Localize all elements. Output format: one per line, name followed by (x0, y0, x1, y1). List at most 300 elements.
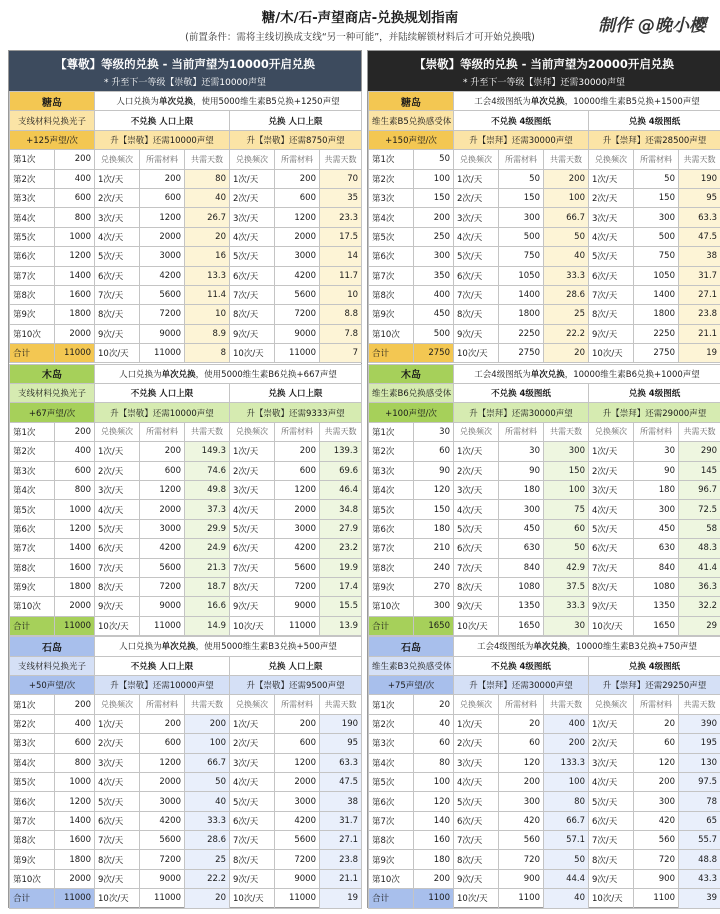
exchange-index: 第5次 (369, 227, 414, 246)
days-needed: 95 (679, 188, 720, 207)
frequency: 5次/天 (454, 792, 499, 811)
material-per-exchange: 150 (414, 188, 454, 207)
total-material: 2250 (634, 324, 679, 343)
total-material: 2000 (275, 772, 320, 791)
frequency: 4次/天 (589, 772, 634, 791)
headline-emphasis: 单次兑换 (161, 369, 196, 380)
column-heading: 共需天数 (544, 695, 589, 714)
column-heading: 兑换频次 (589, 150, 634, 169)
total-material: 1400 (499, 285, 544, 304)
option-goal-row (369, 130, 720, 149)
headline-emphasis: 单次兑换 (533, 642, 568, 653)
days-needed: 29.9 (185, 519, 230, 538)
material-per-exchange: 1800 (55, 305, 95, 324)
material-per-exchange: 200 (55, 150, 95, 169)
material-per-exchange: 600 (55, 461, 95, 480)
material-per-exchange: 40 (414, 714, 454, 733)
reputation-per-exchange: +75声望/次 (369, 675, 454, 694)
total-material: 11000 (140, 616, 185, 635)
exchange-index: 合计 (10, 344, 55, 363)
total-material: 11000 (140, 344, 185, 363)
total-material: 11000 (275, 344, 320, 363)
material-per-exchange: 600 (55, 734, 95, 753)
frequency: 6次/天 (589, 539, 634, 558)
frequency: 6次/天 (230, 266, 275, 285)
exchange-table (368, 91, 720, 363)
material-per-exchange: 90 (414, 461, 454, 480)
total-material: 750 (634, 247, 679, 266)
exchange-index: 第6次 (10, 247, 55, 266)
option-b-title: 兑换 人口上限 (230, 383, 362, 402)
total-material: 3000 (140, 792, 185, 811)
total-material: 7200 (275, 850, 320, 869)
days-needed: 40 (544, 247, 589, 266)
frequency: 1次/天 (95, 714, 140, 733)
exchange-index: 第7次 (10, 811, 55, 830)
section-headline (454, 364, 720, 383)
frequency: 9次/天 (230, 597, 275, 616)
total-material: 200 (499, 772, 544, 791)
total-material: 3000 (140, 519, 185, 538)
days-needed: 14.9 (185, 616, 230, 635)
table-row (10, 753, 362, 772)
total-material: 11000 (275, 889, 320, 908)
total-material: 2750 (499, 344, 544, 363)
exchange-index: 第8次 (369, 558, 414, 577)
material-per-exchange: 60 (414, 734, 454, 753)
total-material: 20 (634, 714, 679, 733)
total-row (369, 616, 720, 635)
table-row (10, 577, 362, 596)
headline-emphasis: 单次兑换 (530, 97, 565, 108)
frequency: 2次/天 (589, 734, 634, 753)
material-per-exchange: 2750 (414, 344, 454, 363)
frequency: 4次/天 (95, 500, 140, 519)
total-row (369, 344, 720, 363)
material-per-exchange: 200 (55, 422, 95, 441)
total-material: 9000 (275, 324, 320, 343)
frequency: 10次/天 (454, 344, 499, 363)
days-needed: 190 (679, 169, 720, 188)
table-row (369, 772, 720, 791)
total-material: 9000 (140, 597, 185, 616)
frequency: 10次/天 (454, 889, 499, 908)
frequency: 1次/天 (589, 442, 634, 461)
days-needed: 41.4 (679, 558, 720, 577)
table-row (10, 461, 362, 480)
total-material: 50 (499, 169, 544, 188)
total-material: 2250 (499, 324, 544, 343)
total-material: 600 (140, 734, 185, 753)
column-revered (367, 50, 720, 908)
frequency: 7次/天 (230, 285, 275, 304)
total-material: 3000 (275, 792, 320, 811)
total-material: 9000 (275, 597, 320, 616)
frequency: 8次/天 (230, 305, 275, 324)
section-headline (454, 637, 720, 656)
column-heading: 兑换频次 (230, 695, 275, 714)
exchange-index: 第4次 (10, 480, 55, 499)
frequency: 3次/天 (95, 753, 140, 772)
frequency: 2次/天 (95, 734, 140, 753)
column-header-note: * 升至下一等级【崇拜】还需30000声望 (463, 78, 625, 88)
option-b-title: 兑换 4级图纸 (589, 656, 720, 675)
column-heading: 兑换频次 (589, 695, 634, 714)
exchange-index: 第4次 (10, 208, 55, 227)
days-needed: 32.2 (679, 597, 720, 616)
total-material: 5600 (275, 831, 320, 850)
column-heading: 所需材料 (499, 695, 544, 714)
frequency: 3次/天 (589, 208, 634, 227)
option-goal-row (10, 130, 362, 149)
frequency: 6次/天 (589, 266, 634, 285)
total-material: 500 (634, 227, 679, 246)
exchange-index: 第10次 (369, 597, 414, 616)
table-row (369, 714, 720, 733)
table-row (369, 480, 720, 499)
frequency: 2次/天 (589, 188, 634, 207)
frequency: 6次/天 (454, 539, 499, 558)
total-material: 840 (634, 558, 679, 577)
section-title-row (10, 92, 362, 111)
frequency: 8次/天 (589, 577, 634, 596)
exchange-table (9, 636, 362, 908)
days-needed: 27.1 (679, 285, 720, 304)
option-a-goal: 升【崇敬】还需10000声望 (95, 675, 230, 694)
option-b-title: 兑换 4级图纸 (589, 111, 720, 130)
frequency: 7次/天 (95, 285, 140, 304)
days-needed: 50 (544, 227, 589, 246)
exchange-index: 第2次 (369, 169, 414, 188)
total-material: 9000 (140, 324, 185, 343)
days-needed: 27.9 (320, 519, 362, 538)
frequency: 2次/天 (589, 461, 634, 480)
frequency: 9次/天 (589, 869, 634, 888)
days-needed: 15.5 (320, 597, 362, 616)
exchange-index: 第5次 (10, 500, 55, 519)
days-needed: 23.3 (320, 208, 362, 227)
material-per-exchange: 160 (414, 831, 454, 850)
days-needed: 33.3 (544, 266, 589, 285)
frequency: 1次/天 (230, 442, 275, 461)
days-needed: 36.3 (679, 577, 720, 596)
column-heading: 共需天数 (320, 695, 362, 714)
island-name: 糖岛 (10, 92, 95, 111)
total-material: 2000 (140, 500, 185, 519)
days-needed: 390 (679, 714, 720, 733)
column-heading: 共需天数 (544, 150, 589, 169)
total-row (369, 889, 720, 908)
exchange-index: 第2次 (369, 442, 414, 461)
total-material: 120 (499, 753, 544, 772)
exchange-index: 合计 (10, 889, 55, 908)
total-material: 30 (634, 442, 679, 461)
days-needed: 34.8 (320, 500, 362, 519)
headline-post: ，使用5000维生素B5兑换+1250声望 (192, 97, 340, 108)
table-row (10, 305, 362, 324)
column-heading: 兑换频次 (454, 150, 499, 169)
frequency: 9次/天 (230, 869, 275, 888)
frequency: 9次/天 (589, 597, 634, 616)
total-material: 720 (634, 850, 679, 869)
material-per-exchange: 20 (414, 695, 454, 714)
headline-pre: 工会4级图纸为 (474, 97, 531, 108)
exchange-index: 第8次 (369, 285, 414, 304)
material-per-exchange: 800 (55, 480, 95, 499)
total-material: 200 (140, 714, 185, 733)
total-material: 1200 (275, 208, 320, 227)
total-material: 7200 (140, 305, 185, 324)
table-row (10, 247, 362, 266)
reputation-per-exchange: +67声望/次 (10, 403, 95, 422)
days-needed: 11.7 (320, 266, 362, 285)
frequency: 7次/天 (95, 558, 140, 577)
frequency: 4次/天 (454, 227, 499, 246)
total-material: 4200 (275, 539, 320, 558)
frequency: 1次/天 (95, 169, 140, 188)
days-needed: 50 (544, 850, 589, 869)
exchange-index: 第8次 (10, 558, 55, 577)
headline-post: ，10000维生素B3兑换+750声望 (567, 642, 698, 653)
column-heading: 所需材料 (634, 422, 679, 441)
frequency: 9次/天 (454, 324, 499, 343)
frequency: 2次/天 (230, 188, 275, 207)
total-material: 4200 (275, 811, 320, 830)
island-name: 石岛 (10, 637, 95, 656)
total-material: 7200 (275, 577, 320, 596)
material-per-exchange: 11000 (55, 344, 95, 363)
days-needed: 40 (544, 889, 589, 908)
total-material: 60 (499, 734, 544, 753)
frequency: 4次/天 (454, 500, 499, 519)
days-needed: 58 (679, 519, 720, 538)
frequency: 3次/天 (454, 480, 499, 499)
total-material: 200 (275, 169, 320, 188)
island-name: 木岛 (10, 364, 95, 383)
days-needed: 19.9 (320, 558, 362, 577)
material-per-exchange: 1600 (55, 831, 95, 850)
material-per-exchange: 300 (414, 247, 454, 266)
frequency: 7次/天 (589, 831, 634, 850)
days-needed: 8.9 (185, 324, 230, 343)
total-material: 900 (634, 869, 679, 888)
total-material: 7200 (275, 305, 320, 324)
material-per-exchange: 270 (414, 577, 454, 596)
frequency: 8次/天 (230, 577, 275, 596)
total-material: 2000 (275, 227, 320, 246)
section-headline (95, 637, 362, 656)
material-per-exchange: 1100 (414, 889, 454, 908)
days-needed: 17.5 (320, 227, 362, 246)
headline-pre: 人口兑换为 (119, 369, 162, 380)
days-needed: 74.6 (185, 461, 230, 480)
column-heading: 兑换频次 (454, 695, 499, 714)
total-material: 2000 (140, 772, 185, 791)
exchange-index: 第7次 (10, 266, 55, 285)
days-needed: 200 (544, 169, 589, 188)
frequency: 6次/天 (95, 266, 140, 285)
table-row (369, 247, 720, 266)
frequency: 7次/天 (95, 831, 140, 850)
frequency: 3次/天 (95, 480, 140, 499)
days-needed: 149.3 (185, 442, 230, 461)
table-row (369, 305, 720, 324)
total-material: 1200 (275, 480, 320, 499)
total-material: 750 (499, 247, 544, 266)
days-needed: 139.3 (320, 442, 362, 461)
material-per-exchange: 150 (414, 500, 454, 519)
material-per-exchange: 450 (414, 305, 454, 324)
days-needed: 100 (544, 480, 589, 499)
total-material: 7200 (140, 850, 185, 869)
frequency: 5次/天 (230, 792, 275, 811)
material-per-exchange: 1600 (55, 285, 95, 304)
headline-post: ，使用5000维生素B6兑换+667声望 (195, 369, 337, 380)
material-per-exchange: 60 (414, 442, 454, 461)
table-row (10, 519, 362, 538)
days-needed: 37.5 (544, 577, 589, 596)
frequency: 3次/天 (589, 753, 634, 772)
total-material: 5600 (140, 285, 185, 304)
days-needed: 10 (320, 285, 362, 304)
section-headline (95, 92, 362, 111)
table-row (369, 792, 720, 811)
table-row (10, 208, 362, 227)
total-material: 560 (634, 831, 679, 850)
days-needed: 17.4 (320, 577, 362, 596)
exchange-index: 第6次 (10, 792, 55, 811)
total-material: 1100 (499, 889, 544, 908)
frequency: 10次/天 (589, 889, 634, 908)
exchange-index: 合计 (369, 344, 414, 363)
material-per-exchange: 400 (55, 442, 95, 461)
option-goal-row (369, 403, 720, 422)
days-needed: 63.3 (320, 753, 362, 772)
material-per-exchange: 180 (414, 850, 454, 869)
frequency: 3次/天 (95, 208, 140, 227)
column-heading: 共需天数 (679, 695, 720, 714)
days-needed: 21.1 (320, 869, 362, 888)
frequency: 8次/天 (95, 850, 140, 869)
frequency: 7次/天 (589, 285, 634, 304)
frequency: 10次/天 (454, 616, 499, 635)
frequency: 4次/天 (589, 227, 634, 246)
frequency: 8次/天 (589, 850, 634, 869)
days-needed: 16 (185, 247, 230, 266)
total-material: 5600 (140, 558, 185, 577)
exchange-index: 第9次 (10, 577, 55, 596)
frequency: 9次/天 (95, 869, 140, 888)
total-material: 1200 (140, 753, 185, 772)
frequency: 9次/天 (454, 597, 499, 616)
column-heading: 所需材料 (499, 422, 544, 441)
days-needed: 48.8 (679, 850, 720, 869)
table-row (10, 266, 362, 285)
days-needed: 24.9 (185, 539, 230, 558)
total-material: 180 (499, 480, 544, 499)
column-heading: 共需天数 (679, 150, 720, 169)
column-heading: 所需材料 (140, 695, 185, 714)
frequency: 10次/天 (230, 616, 275, 635)
days-needed: 69.6 (320, 461, 362, 480)
table-row (10, 169, 362, 188)
days-needed: 21.1 (679, 324, 720, 343)
total-material: 720 (499, 850, 544, 869)
days-needed: 100 (544, 188, 589, 207)
table-row (10, 811, 362, 830)
frequency: 5次/天 (230, 519, 275, 538)
page-title: 糖/木/石-声望商店-兑换规划指南 (261, 10, 459, 26)
table-row (369, 850, 720, 869)
total-material: 450 (499, 519, 544, 538)
frequency: 5次/天 (454, 247, 499, 266)
material-per-exchange: 100 (414, 772, 454, 791)
frequency: 3次/天 (230, 753, 275, 772)
total-material: 600 (140, 188, 185, 207)
days-needed: 66.7 (544, 208, 589, 227)
exchange-index: 第1次 (10, 422, 55, 441)
days-needed: 28.6 (185, 831, 230, 850)
option-b-goal: 升【崇敬】还需9333声望 (230, 403, 362, 422)
days-needed: 35 (320, 188, 362, 207)
material-per-exchange: 2000 (55, 869, 95, 888)
table-row (10, 792, 362, 811)
frequency: 7次/天 (589, 558, 634, 577)
headline-post: ，使用5000维生素B3兑换+500声望 (195, 642, 337, 653)
option-b-goal: 升【崇敬】还需9500声望 (230, 675, 362, 694)
table-row (10, 480, 362, 499)
exchange-index: 第8次 (10, 285, 55, 304)
frequency: 7次/天 (230, 558, 275, 577)
days-needed: 60 (544, 519, 589, 538)
days-needed: 49.8 (185, 480, 230, 499)
column-heading: 兑换频次 (454, 422, 499, 441)
table-row (369, 695, 720, 714)
frequency: 10次/天 (230, 889, 275, 908)
section-title-row (10, 364, 362, 383)
total-material: 300 (499, 500, 544, 519)
exchange-index: 第2次 (10, 714, 55, 733)
total-material: 9000 (275, 869, 320, 888)
material-per-exchange: 1200 (55, 247, 95, 266)
frequency: 9次/天 (230, 324, 275, 343)
frequency: 10次/天 (589, 344, 634, 363)
frequency: 6次/天 (95, 811, 140, 830)
reputation-per-exchange: +50声望/次 (10, 675, 95, 694)
total-row (10, 616, 362, 635)
island-section (368, 364, 720, 637)
exchange-index: 第7次 (369, 811, 414, 830)
table-row (10, 734, 362, 753)
material-per-exchange: 400 (55, 169, 95, 188)
material-per-exchange: 80 (414, 753, 454, 772)
total-row (10, 889, 362, 908)
days-needed: 70 (320, 169, 362, 188)
option-b-title: 兑换 人口上限 (230, 656, 362, 675)
days-needed: 200 (185, 714, 230, 733)
option-a-goal: 升【崇敬】还需10000声望 (95, 403, 230, 422)
total-material: 200 (275, 714, 320, 733)
table-row (10, 539, 362, 558)
option-goal-row (10, 675, 362, 694)
material-per-exchange: 600 (55, 188, 95, 207)
material-per-exchange: 1600 (55, 558, 95, 577)
frequency: 7次/天 (454, 558, 499, 577)
exchange-index: 合计 (369, 889, 414, 908)
author-credit: 制作 @晚小樱 (598, 16, 706, 36)
total-material: 30 (499, 442, 544, 461)
table-row (369, 324, 720, 343)
